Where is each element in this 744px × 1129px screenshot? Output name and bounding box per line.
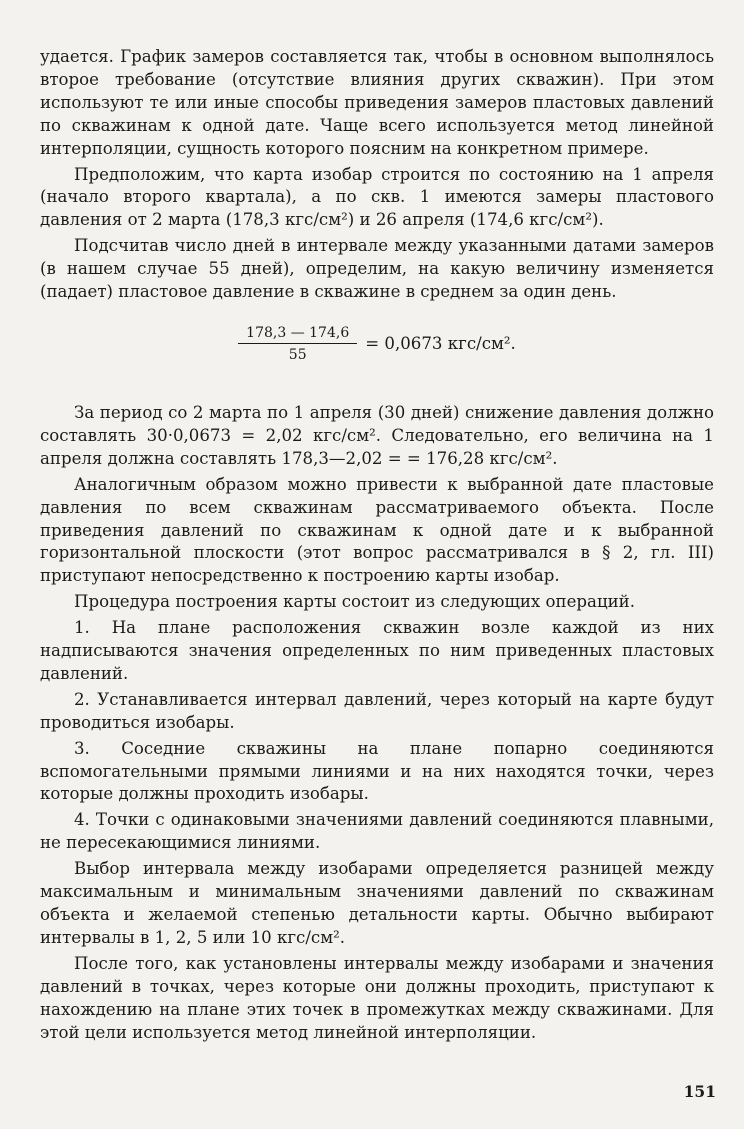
pressure-drop-formula [40,324,714,364]
paragraph-analogous-method: Аналогичным образом можно привести к выбранной дате пластовые давления по всем скважинам рассматриваемого объекта. После приведения давлений по скважинам к одной дате и к выбранной горизонтальной плоскости (этот вопрос рассматривался в § 2, гл. III) приступают непосредственно к построению карты изобар. [40,474,714,586]
list-item-step-4: 4. Точки с одинаковыми значениями давлений соединяются плавными, не пересекающимися линиями. [40,810,714,853]
body-text-top [40,46,714,304]
paragraph-continuation: удается. График замеров составляется так, чтобы в основном выполнялось второе требование (отсутствие влияния других скважин). При этом используют те или иные способы приведения замеров пластовых давлений по скважинам к одной дате. Чаще всего используется метод линейной интерполяции, сущность которого поясним на конкретном примере. [40,47,714,158]
fraction-numerator: 178,3 — 174,6 [238,324,357,344]
fraction-denominator: 55 [288,346,307,363]
formula-result: = 0,0673 кгс/см². [365,334,516,354]
paragraph-day-count: Подсчитав число дней в интервале между указанными датами замеров (в нашем случае 55 дней), определим, на какую величину изменяется (падает) пластовое давление в скважине в среднем за один день. [40,236,714,302]
paragraph-procedure-intro: Процедура построения карты состоит из следующих операций. [74,592,636,612]
list-item-step-2: 2. Устанавливается интервал давлений, через который на карте будут проводиться изобары. [40,689,714,732]
paragraph-interval-choice: Выбор интервала между изобарами определяется разницей между максимальным и минимальным значениями давлений по скважинам объекта и желаемой степенью детальности карты. Обычно выбирают интервалы в 1, 2, 5 или 10 кгс/см². [40,859,714,947]
list-item-step-1: 1. На плане расположения скважин возле каждой из них надписываются значения определенных по ним приведенных пластовых давлений. [40,618,714,683]
fraction [238,324,357,364]
list-item-step-3: 3. Соседние скважины на плане попарно соединяются вспомогательными прямыми линиями и на них находятся точки, через которые должны проходить изобары. [40,738,714,804]
body-text-bottom [40,402,714,1044]
paragraph-period-calculation: За период со 2 марта по 1 апреля (30 дней) снижение давления должно составлять 30·0,0673 = 2,02 кгс/см². Следовательно, его величина на 1 апреля должна составлять 178,3—2,02 = = 176,28 кгс/см². [40,402,714,468]
paragraph-assumption: Предположим, что карта изобар строится по состоянию на 1 апреля (начало второго квартала), а по скв. 1 имеются замеры пластового давления от 2 марта (178,3 кгс/см²) и 26 апреля (174,6 кгс/см²). [40,164,714,230]
page-number: 151 [683,1082,716,1101]
paragraph-interpolation: После того, как установлены интервалы между изобарами и значения давлений в точках, через которые они должны проходить, приступают к нахождению на плане этих точек в промежутках между скважинами. Для этой цели используется метод линейной интерполяции. [40,953,714,1042]
